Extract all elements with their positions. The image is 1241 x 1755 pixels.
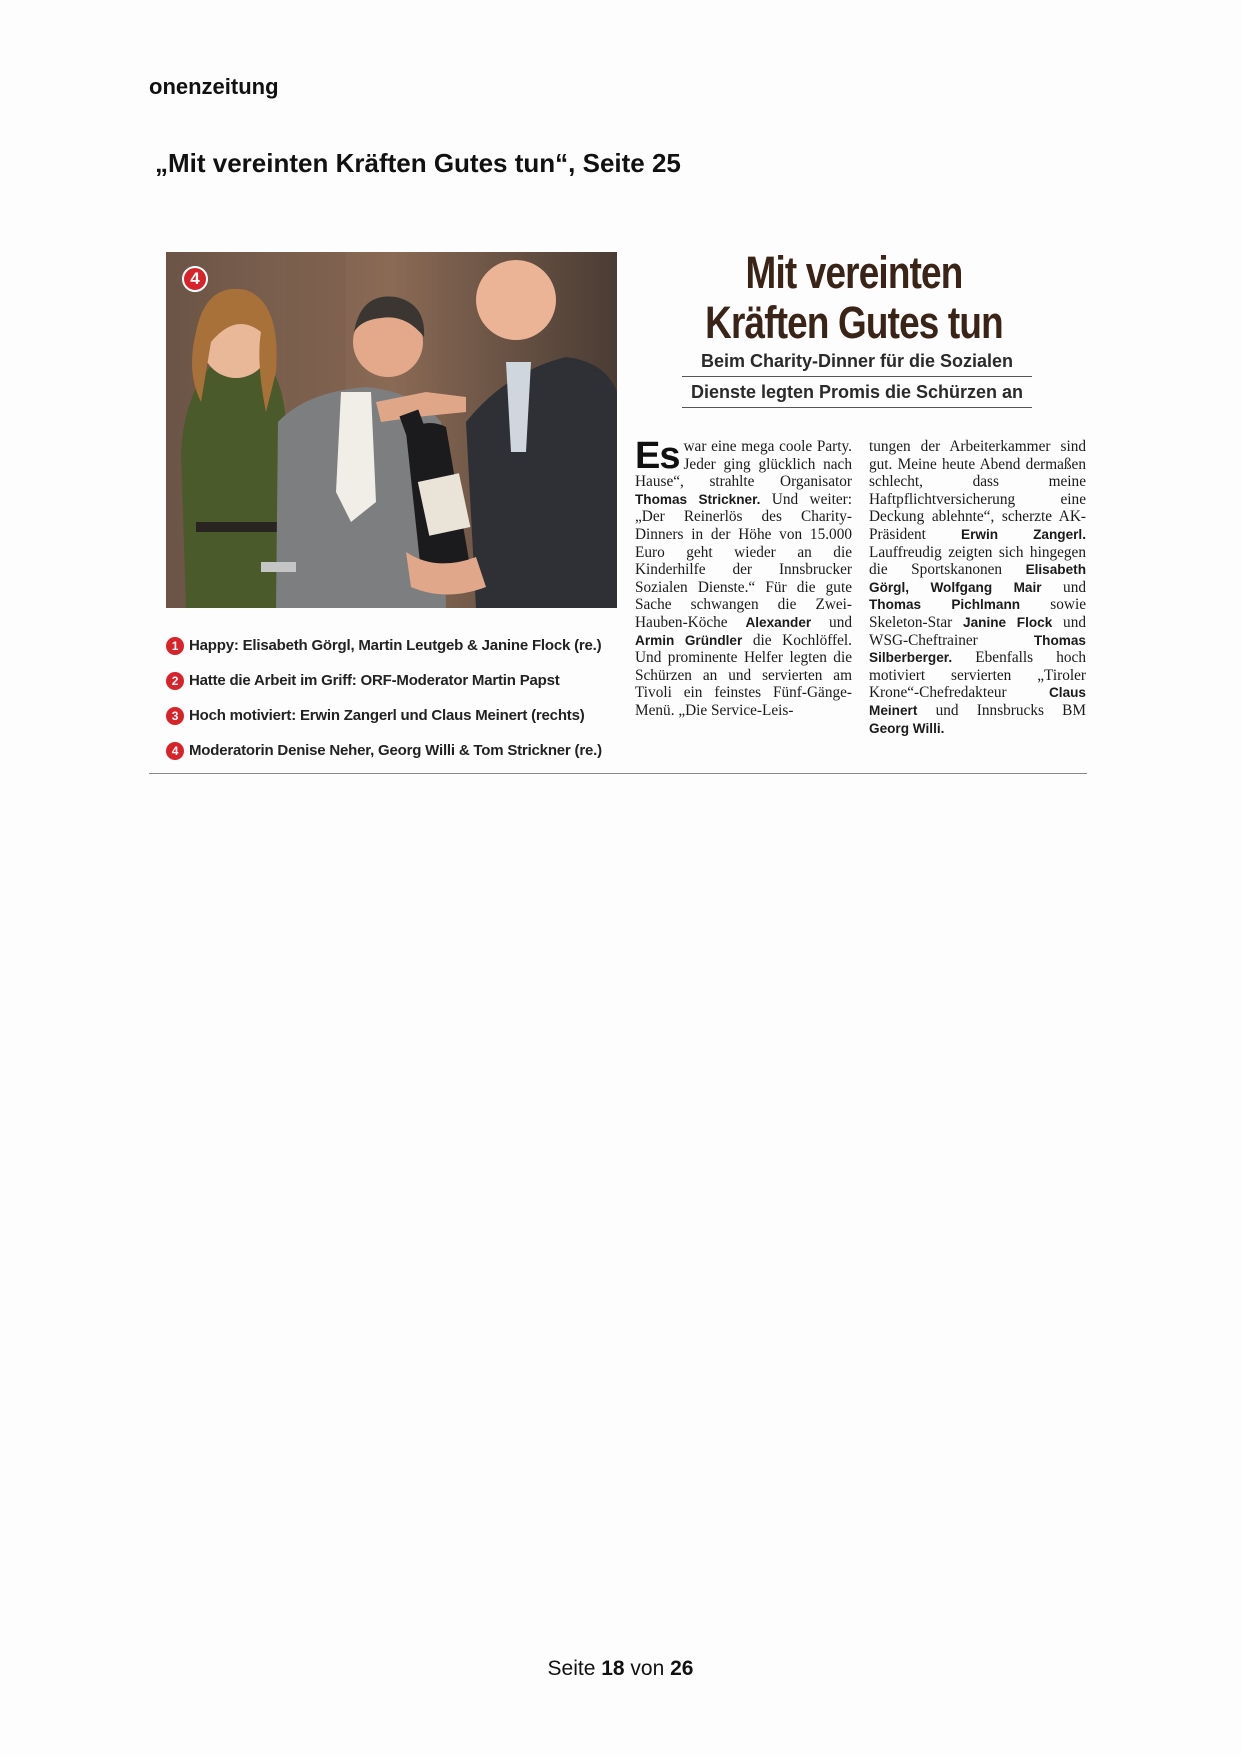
person-name: Thomas Pichlmann	[869, 597, 1021, 613]
clipping-bottom-rule	[149, 773, 1087, 774]
total-page-count: 26	[670, 1657, 694, 1680]
person-name: Thomas Strickner.	[635, 491, 761, 507]
newspaper-clipping	[149, 248, 1087, 776]
body-text: tungen der Arbeiterkammer sind gut. Meine heute Abend dermaßen schlecht, dass meine Haftpflichtversicherung eine Deckung ablehnte“, scherzte AK-Präsident	[869, 438, 1086, 543]
caption-number-badge: 1	[166, 637, 184, 655]
caption-number-badge: 3	[166, 707, 184, 725]
page-label: Seite	[547, 1657, 602, 1680]
caption-item	[166, 698, 636, 733]
article-photo	[166, 252, 617, 608]
page-label-of: von	[624, 1657, 671, 1680]
subheadline-line: Beim Charity-Dinner für die Sozialen	[682, 346, 1032, 377]
person-name: Georg Willi.	[869, 720, 945, 736]
body-text: und Innsbrucks BM	[917, 701, 1086, 719]
body-text: Lauffreudig zeigten sich hingegen die Sportskanonen	[869, 543, 1086, 579]
caption-text: Moderatorin Denise Neher, Georg Willi & Tom Strickner (re.)	[189, 742, 602, 759]
document-title: „Mit vereinten Kräften Gutes tun“, Seite 25	[155, 148, 681, 178]
body-text: und	[811, 613, 852, 631]
page-footer	[0, 1657, 1241, 1681]
current-page-number: 18	[601, 1657, 625, 1680]
headline-line: Mit vereinten	[745, 247, 963, 298]
caption-text: Hatte die Arbeit im Griff: ORF-Moderator Martin Papst	[189, 672, 560, 689]
article-body-column-2	[869, 438, 1086, 737]
body-text: die Kochlöffel. Und prominente Helfer legten die Schürzen an und servierten am Tivoli ein feinstes Fünf-Gänge-Menü. „Die Service-Leis-	[635, 631, 852, 719]
body-text: Ebenfalls hoch motiviert servierten „Tiroler Krone“-Chefredakteur	[869, 649, 1086, 702]
body-text: und WSG-Cheftrainer	[869, 613, 1086, 649]
drop-cap: Es	[635, 435, 680, 477]
body-text: und	[1041, 578, 1086, 596]
body-text: war eine mega coole Party. Jeder ging glücklich nach Hause“, strahlte Organisator	[635, 438, 852, 491]
article-subheadline	[682, 346, 1032, 408]
caption-item	[166, 733, 636, 768]
newspaper-name: onenzeitung	[149, 74, 279, 99]
photo-illustration	[166, 252, 617, 608]
person-name: Janine Flock	[963, 614, 1053, 630]
body-text: sowie Skeleton-Star	[869, 596, 1086, 631]
subheadline-line: Dienste legten Promis die Schürzen an	[682, 377, 1032, 408]
person-name: Armin Gründler	[635, 632, 743, 648]
headline-line: Kräften Gutes tun	[705, 297, 1003, 348]
person-name: Thomas Silberberger.	[869, 632, 1086, 666]
photo-captions	[166, 628, 636, 768]
article-headline	[682, 248, 1026, 348]
photo-number-badge: 4	[182, 266, 208, 292]
person-name: Elisabeth Görgl, Wolfgang Mair	[869, 562, 1086, 595]
caption-item	[166, 663, 636, 698]
caption-number-badge: 4	[166, 742, 184, 760]
body-text: Und weiter: „Der Reinerlös des Charity-Dinners in der Höhe von 15.000 Euro geht wieder an die Kinderhilfe der Innsbrucker Sozialen Dienste.“ Für die gute Sache schwangen die Zwei-Hauben-Köche	[635, 490, 852, 631]
article-body-column-1	[635, 435, 852, 720]
caption-number-badge: 2	[166, 672, 184, 690]
person-name: Alexander	[745, 614, 812, 630]
person-name: Erwin Zangerl.	[961, 526, 1086, 542]
caption-text: Hoch motiviert: Erwin Zangerl und Claus Meinert (rechts)	[189, 707, 585, 724]
caption-text: Happy: Elisabeth Görgl, Martin Leutgeb & Janine Flock (re.)	[189, 637, 602, 654]
caption-item	[166, 628, 636, 663]
person-name: Claus Meinert	[869, 685, 1086, 718]
